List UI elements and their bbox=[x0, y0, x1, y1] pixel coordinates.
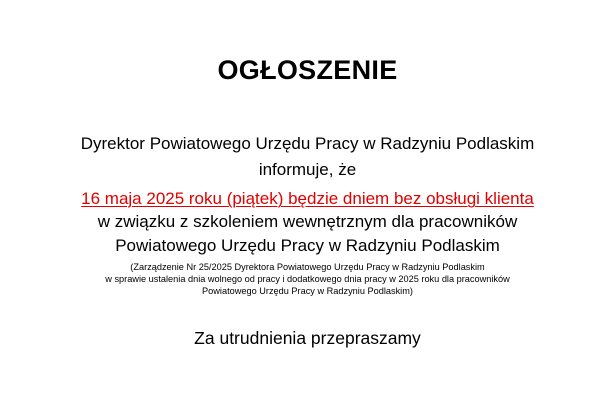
regulation-note-line: (Zarządzenie Nr 25/2025 Dyrektora Powiatowego Urzędu Pracy w Radzyniu Podlaskim bbox=[130, 262, 485, 272]
regulation-note-line: Powiatowego Urzędu Pracy w Radzyniu Podlaskim) bbox=[202, 286, 413, 296]
office-name-line: Powiatowego Urzędu Pracy w Radzyniu Podlaskim bbox=[115, 236, 500, 255]
apology-line: Za utrudnienia przepraszamy bbox=[194, 328, 421, 348]
director-line: Dyrektor Powiatowego Urzędu Pracy w Radzyniu Podlaskim bbox=[80, 134, 535, 153]
announcement-title: OGŁOSZENIE bbox=[217, 55, 398, 85]
closure-date-highlight: 16 maja 2025 roku (piątek) będzie dniem bez obsługi klienta bbox=[81, 189, 534, 208]
reason-line: w związku z szkoleniem wewnętrznym dla pracowników bbox=[97, 212, 518, 231]
regulation-note-line: w sprawie ustalenia dnia wolnego od pracy i dodatkowego dnia pracy w 2025 roku dla pracowników bbox=[105, 274, 510, 284]
informs-line: informuje, że bbox=[258, 160, 357, 179]
